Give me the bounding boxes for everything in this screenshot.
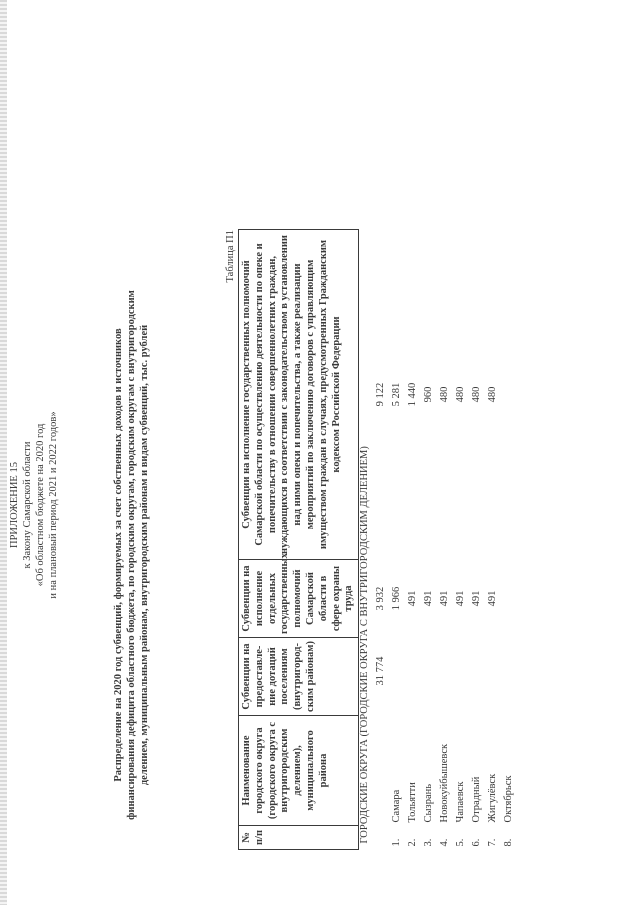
subventions-table [238,229,519,850]
row-number: 8. [503,838,515,847]
section-total-s3: 9 122 [375,382,387,407]
row-number: 4. [439,838,451,847]
table-row [391,230,407,850]
row-number: 5. [455,838,467,847]
section-title: ГОРОДСКИЕ ОКРУГА (ГОРОДСКИЕ ОКРУГА С ВНУТРИГОРОДСКИМ ДЕЛЕНИЕМ) [359,446,371,844]
row-s1 [487,638,503,716]
row-number: 7. [487,838,499,847]
table-row [471,230,487,850]
row-s1 [391,638,407,716]
appendix-law-title: «Об областном бюджете на 2020 год [35,423,47,587]
document-title [112,245,151,865]
row-s2: 491 [487,590,499,607]
row-number: 6. [471,838,483,847]
header-subvention-guardianship: Субвенции на исполнение государственных полномочий Самарской области по осуществлению деятельности по опеке и попечительству в отношении совершеннолетних граждан, нуждающихся в соответствии с законодательством в установлении над ними опеки и попечительства, а также реализации мероприятий по заключению договоров с управляющим имуществом граждан в случаях, предусмотренных Гражданским кодексом Российской Федерации [239,230,359,560]
row-s3: 480 [487,386,499,403]
row-name: Новокуйбышевск [439,743,451,823]
row-s1 [423,638,439,716]
row-name: Чапаевск [455,781,467,823]
row-s3: 1 440 [407,382,419,407]
row-number: 2. [407,838,419,847]
row-s3: 480 [455,386,467,403]
table-label: Таблица П1 [225,230,236,283]
appendix-law: к Закону Самарской области [22,441,34,569]
row-number: 3. [423,838,435,847]
row-name: Отрадный [471,776,483,823]
row-name: Тольятти [407,782,419,823]
row-s1 [455,638,471,716]
appendix-number: ПРИЛОЖЕНИЕ 15 [9,462,20,548]
row-name: Жигулёвск [487,773,499,823]
row-s2: 491 [471,590,483,607]
row-s2: 491 [455,590,467,607]
row-s3: 5 281 [391,382,403,407]
row-s1 [439,638,455,716]
row-name: Самара [391,789,403,823]
appendix-header [8,295,61,715]
table-row [407,230,423,850]
title-line-1: Распределение на 2020 год субвенций, формируемых за счет собственных доходов и источников [113,328,124,782]
title-line-3: делением, муниципальным районам, внутригородским районам и видам субвенций, тыс. рублей [139,324,151,786]
row-name: Сызрань [423,783,435,823]
table-row [455,230,471,850]
table-row [423,230,439,850]
title-line-2: финансирования дефицита областного бюджета, по городским округам, городским округам с внутригородским [126,290,138,820]
row-s2 [503,560,519,638]
table-header-row [239,230,359,850]
row-number: 1. [391,838,403,847]
header-subvention-labor: Субвенции на исполнение отдельных государственных полномочий Самарской области в сфере охраны труда [239,560,359,638]
row-name: Октябрьск [503,775,515,823]
row-s2: 491 [407,590,419,607]
row-s1 [503,638,519,716]
table-row [503,230,519,850]
section-total-s2: 3 932 [375,586,387,611]
table-row [487,230,503,850]
row-s1 [407,638,423,716]
row-s2: 491 [439,590,451,607]
section-totals-row [375,230,391,850]
row-s3: 960 [423,386,435,403]
header-number: № п/п [239,826,359,850]
section-row [359,230,376,850]
row-s1 [471,638,487,716]
row-s2: 491 [423,590,435,607]
header-name: Наименование городского округа (городского округа с внутригородским делением), муниципального района [239,716,359,826]
header-subvention-grants: Субвенции на предоставле-ние дотаций поселениям (внутригород-ским районам) [239,638,359,716]
row-s2: 1 966 [391,586,403,611]
row-s3: 480 [439,386,451,403]
row-s3: 480 [471,386,483,403]
table-row [439,230,455,850]
section-total-s1: 31 774 [375,656,387,686]
row-s3 [503,230,519,560]
appendix-law-period: и на плановый период 2021 и 2022 годов» [48,411,60,599]
